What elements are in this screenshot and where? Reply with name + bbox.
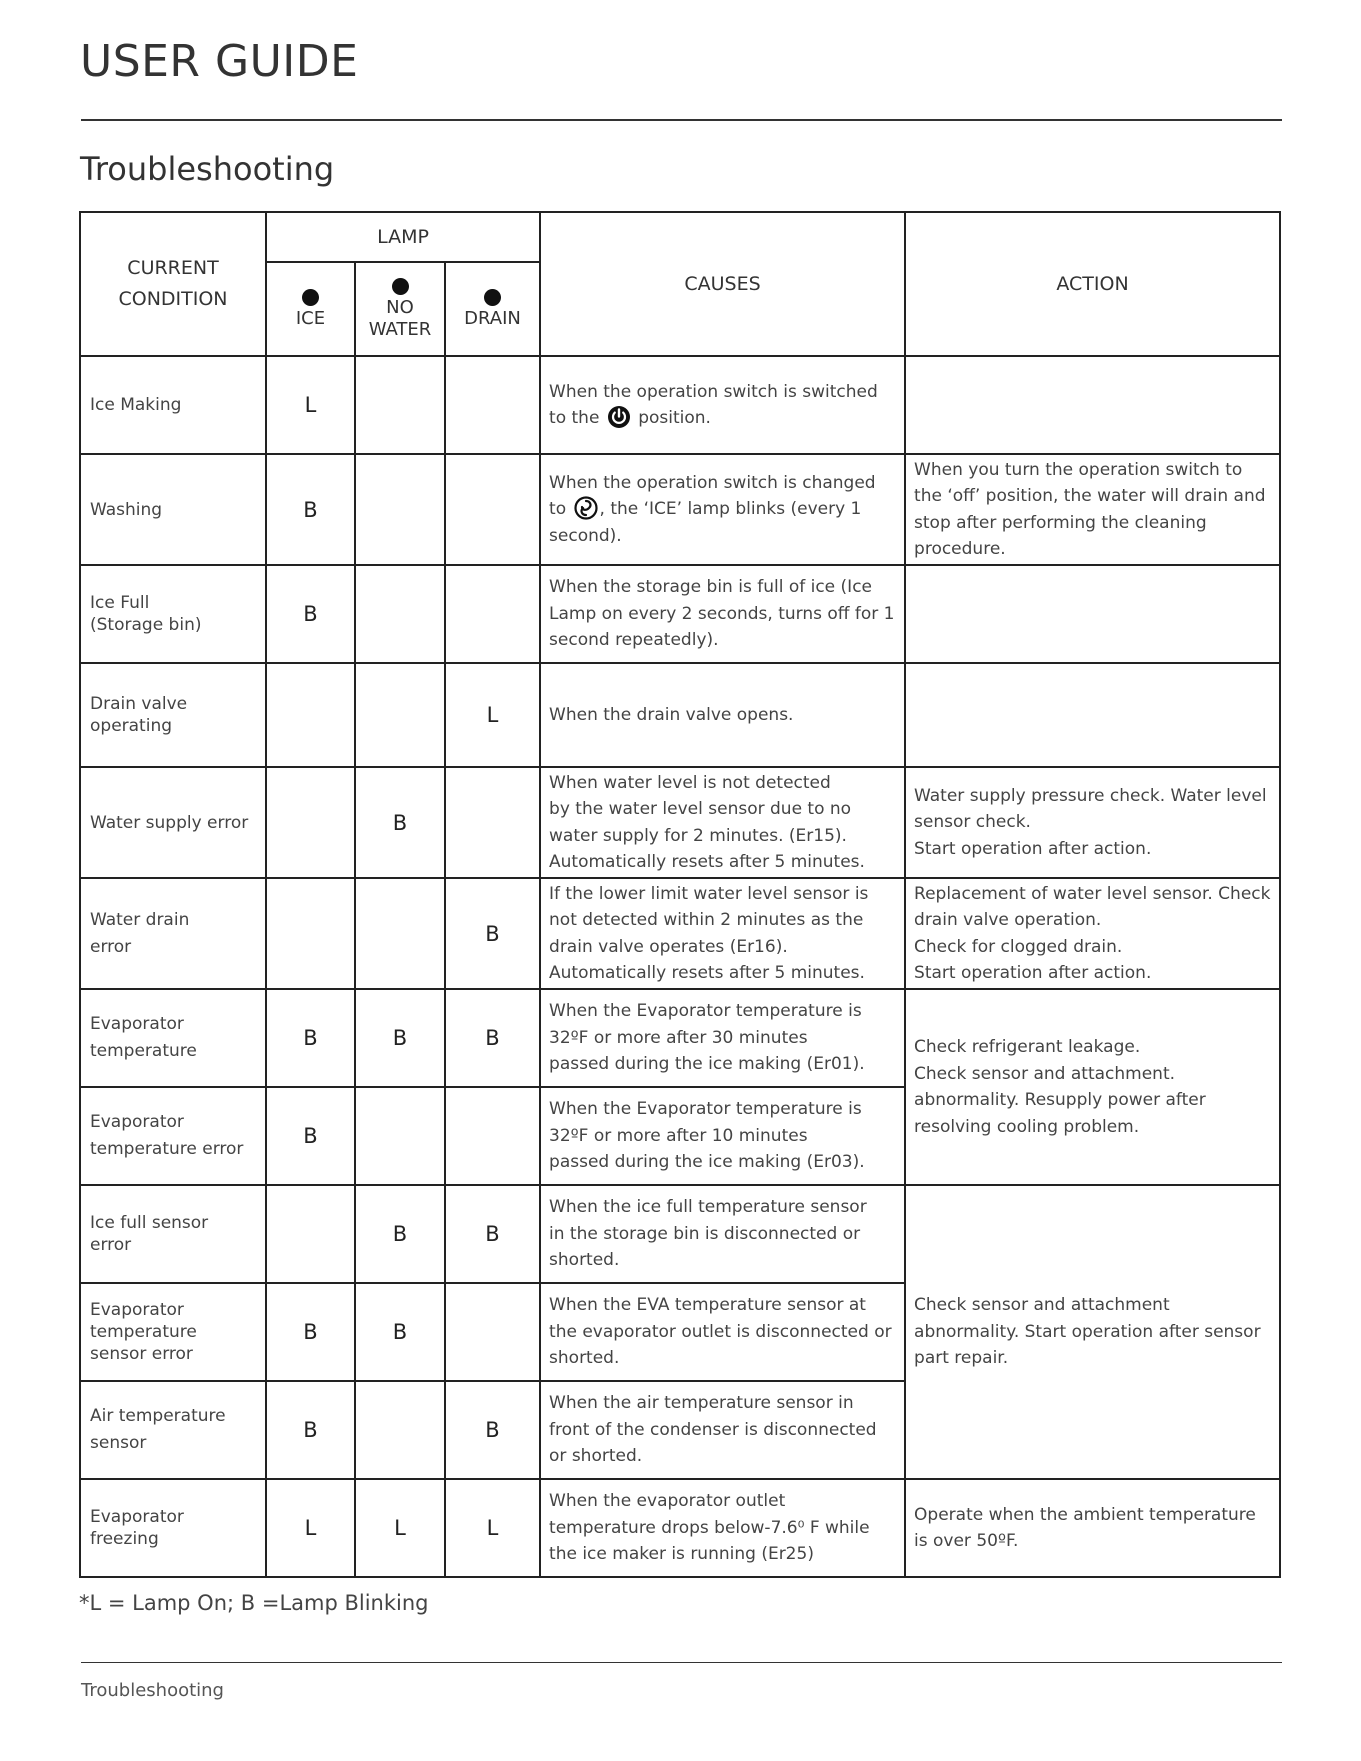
row-condition: Air temperature sensor bbox=[80, 1381, 266, 1479]
row-condition: Drain valve operating bbox=[80, 663, 266, 767]
row-cause: When the ice full temperature sensor in the storage bin is disconnected or shorted. bbox=[540, 1185, 905, 1283]
header-condition-line1: CURRENT bbox=[127, 257, 219, 279]
header-lamp-nowater bbox=[355, 262, 445, 356]
row-nowater-lamp bbox=[355, 356, 445, 454]
footer-divider bbox=[81, 1662, 1282, 1663]
row-drain-lamp: B bbox=[445, 1185, 540, 1283]
row-drain-lamp: L bbox=[445, 1479, 540, 1577]
row-cause: When the Evaporator temperature is 32ºF or more after 10 minutes passed during the ice making (Er03). bbox=[540, 1087, 905, 1185]
header-lamp-nowater-label1: NO bbox=[386, 296, 414, 318]
row-condition: Evaporator temperature bbox=[80, 989, 266, 1087]
row-ice-lamp: L bbox=[266, 1479, 355, 1577]
row-cause: When the evaporator outlet temperature drops below-7.6⁰ F while the ice maker is running (Er25) bbox=[540, 1479, 905, 1577]
header-lamp-ice bbox=[266, 262, 355, 356]
header-lamp-drain-label: DRAIN bbox=[464, 307, 521, 329]
table-header-row bbox=[80, 212, 1280, 262]
table-row bbox=[80, 767, 1280, 878]
row-nowater-lamp bbox=[355, 454, 445, 565]
power-icon bbox=[607, 405, 631, 429]
row-condition: Water supply error bbox=[80, 767, 266, 878]
table-row bbox=[80, 565, 1280, 663]
row-cause: When the drain valve opens. bbox=[540, 663, 905, 767]
row-drain-lamp bbox=[445, 565, 540, 663]
row-nowater-lamp bbox=[355, 1381, 445, 1479]
row-nowater-lamp bbox=[355, 663, 445, 767]
row-nowater-lamp: L bbox=[355, 1479, 445, 1577]
row-condition: Evaporator freezing bbox=[80, 1479, 266, 1577]
row-ice-lamp bbox=[266, 663, 355, 767]
row-nowater-lamp: B bbox=[355, 989, 445, 1087]
header-lamp: LAMP bbox=[266, 212, 540, 262]
header-lamp-ice-label: ICE bbox=[295, 307, 326, 329]
row-condition: Washing bbox=[80, 454, 266, 565]
row-ice-lamp: B bbox=[266, 1381, 355, 1479]
header-lamp-drain bbox=[445, 262, 540, 356]
footer-section-label: Troubleshooting bbox=[81, 1680, 224, 1701]
row-drain-lamp: B bbox=[445, 878, 540, 989]
row-action: Check sensor and attachment abnormality. Start operation after sensor part repair. bbox=[905, 1185, 1280, 1479]
row-drain-lamp bbox=[445, 454, 540, 565]
header-lamp-nowater-label2: WATER bbox=[368, 318, 432, 340]
row-ice-lamp: B bbox=[266, 454, 355, 565]
row-action: When you turn the operation switch to the ‘off’ position, the water will drain and stop after performing the cleaning procedure. bbox=[905, 454, 1280, 565]
table-row bbox=[80, 356, 1280, 454]
header-action: ACTION bbox=[905, 212, 1280, 356]
row-drain-lamp bbox=[445, 1283, 540, 1381]
row-nowater-lamp: B bbox=[355, 1283, 445, 1381]
row-ice-lamp: B bbox=[266, 1283, 355, 1381]
row-action: Operate when the ambient temperature is over 50ºF. bbox=[905, 1479, 1280, 1577]
page-header-title: USER GUIDE bbox=[80, 36, 359, 87]
row-ice-lamp: B bbox=[266, 565, 355, 663]
header-causes: CAUSES bbox=[540, 212, 905, 356]
row-ice-lamp: L bbox=[266, 356, 355, 454]
table-row bbox=[80, 663, 1280, 767]
row-drain-lamp: L bbox=[445, 663, 540, 767]
table-row bbox=[80, 1479, 1280, 1577]
row-cause: If the lower limit water level sensor is not detected within 2 minutes as the drain valve operates (Er16). Automatically resets after 5 minutes. bbox=[540, 878, 905, 989]
header-divider bbox=[81, 119, 1282, 121]
table-row bbox=[80, 1185, 1280, 1283]
table-row bbox=[80, 454, 1280, 565]
row-action: Water supply pressure check. Water level sensor check. Start operation after action. bbox=[905, 767, 1280, 878]
row-drain-lamp bbox=[445, 356, 540, 454]
row-action bbox=[905, 565, 1280, 663]
row-action: Replacement of water level sensor. Check drain valve operation. Check for clogged drain. Start operation after action. bbox=[905, 878, 1280, 989]
row-nowater-lamp bbox=[355, 878, 445, 989]
row-drain-lamp bbox=[445, 1087, 540, 1185]
ice-lamp-indicator-icon bbox=[302, 289, 319, 306]
row-cause: When the storage bin is full of ice (Ice Lamp on every 2 seconds, turns off for 1 second repeatedly). bbox=[540, 565, 905, 663]
row-nowater-lamp bbox=[355, 1087, 445, 1185]
row-condition: Ice Full (Storage bin) bbox=[80, 565, 266, 663]
row-ice-lamp bbox=[266, 767, 355, 878]
drain-lamp-indicator-icon bbox=[484, 289, 501, 306]
nowater-lamp-indicator-icon bbox=[392, 278, 409, 295]
row-nowater-lamp bbox=[355, 565, 445, 663]
row-nowater-lamp: B bbox=[355, 767, 445, 878]
row-cause: When the operation switch is changed to , the ‘ICE’ lamp blinks (every 1 second). bbox=[540, 454, 905, 565]
row-ice-lamp bbox=[266, 1185, 355, 1283]
row-cause: When the EVA temperature sensor at the evaporator outlet is disconnected or shorted. bbox=[540, 1283, 905, 1381]
row-action: Check refrigerant leakage. Check sensor and attachment. abnormality. Resupply power after resolving cooling problem. bbox=[905, 989, 1280, 1185]
row-cause: When the air temperature sensor in front of the condenser is disconnected or shorted. bbox=[540, 1381, 905, 1479]
row-action bbox=[905, 356, 1280, 454]
row-ice-lamp bbox=[266, 878, 355, 989]
header-current-condition bbox=[80, 212, 266, 356]
row-ice-lamp: B bbox=[266, 1087, 355, 1185]
row-drain-lamp: B bbox=[445, 989, 540, 1087]
row-cause: When water level is not detected by the water level sensor due to no water supply for 2 minutes. (Er15). Automatically resets after 5 minutes. bbox=[540, 767, 905, 878]
header-condition-line2: CONDITION bbox=[118, 288, 228, 310]
row-ice-lamp: B bbox=[266, 989, 355, 1087]
row-cause: When the operation switch is switched to the position. bbox=[540, 356, 905, 454]
wash-cycle-icon bbox=[574, 496, 598, 520]
row-nowater-lamp: B bbox=[355, 1185, 445, 1283]
row-drain-lamp bbox=[445, 767, 540, 878]
table-row bbox=[80, 989, 1280, 1087]
troubleshooting-table bbox=[79, 211, 1281, 1578]
lamp-legend: *L = Lamp On; B =Lamp Blinking bbox=[79, 1591, 429, 1615]
row-condition: Evaporator temperature sensor error bbox=[80, 1283, 266, 1381]
section-title: Troubleshooting bbox=[80, 150, 335, 188]
row-action bbox=[905, 663, 1280, 767]
row-condition: Water drain error bbox=[80, 878, 266, 989]
table-row bbox=[80, 878, 1280, 989]
row-condition: Ice Making bbox=[80, 356, 266, 454]
row-cause: When the Evaporator temperature is 32ºF or more after 30 minutes passed during the ice making (Er01). bbox=[540, 989, 905, 1087]
row-drain-lamp: B bbox=[445, 1381, 540, 1479]
row-condition: Ice full sensor error bbox=[80, 1185, 266, 1283]
row-condition: Evaporator temperature error bbox=[80, 1087, 266, 1185]
